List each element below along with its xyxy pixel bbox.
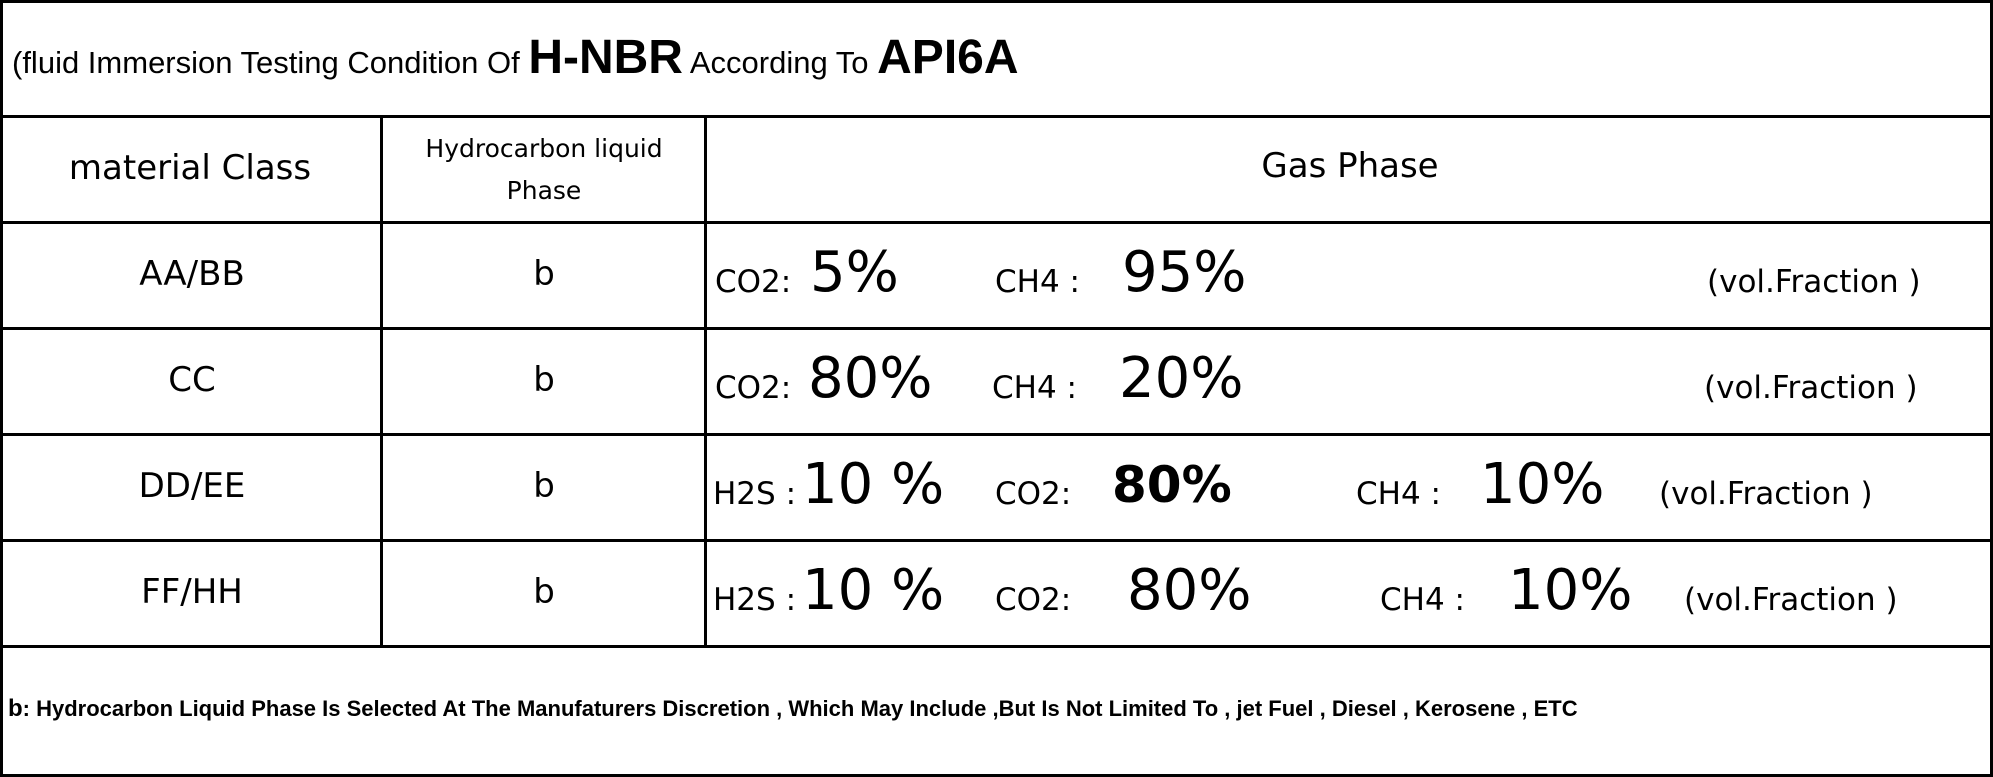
footnote: [8, 695, 1578, 723]
row-divider: [0, 115, 1993, 118]
gas-value: 10 %: [802, 452, 945, 517]
gas-label: CO2:: [995, 476, 1072, 512]
title-material: H-NBR: [528, 31, 683, 84]
gas-value: 10%: [1508, 558, 1633, 623]
unit-label: (vol.Fraction ): [1704, 370, 1918, 406]
unit-label: (vol.Fraction ): [1659, 476, 1873, 512]
unit-label: (vol.Fraction ): [1707, 264, 1921, 300]
title-middle: According To: [682, 45, 878, 80]
footnote-marker: b: [8, 695, 23, 722]
row-class: AA/BB: [139, 254, 245, 294]
row-liquid: b: [533, 466, 555, 506]
page-title: [12, 30, 1019, 85]
row-divider: [0, 433, 1993, 436]
header-liquid-phase: Hydrocarbon liquid Phase: [425, 134, 663, 205]
gas-value: 10%: [1480, 452, 1605, 517]
gas-label: CH4 :: [995, 264, 1080, 300]
row-liquid: b: [533, 360, 555, 400]
gas-value: 80%: [1127, 558, 1252, 623]
row-liquid: b: [533, 572, 555, 612]
gas-label: CH4 :: [1380, 582, 1465, 618]
row-divider: [0, 539, 1993, 542]
gas-label: H2S :: [713, 476, 797, 512]
title-standard: API6A: [877, 31, 1019, 84]
gas-label: CO2:: [715, 264, 792, 300]
gas-value: 80%: [1112, 456, 1232, 514]
title-prefix: (fluid Immersion Testing Condition Of: [12, 45, 529, 80]
header-gas-phase: Gas Phase: [1261, 146, 1439, 186]
gas-value: 10 %: [802, 558, 945, 623]
column-divider: [380, 115, 383, 648]
row-class: CC: [168, 360, 216, 400]
footnote-text: : Hydrocarbon Liquid Phase Is Selected At The Manufaturers Discretion , Which May Include ,But Is Not Limited To , jet Fuel , Diesel , Kerosene , ETC: [22, 696, 1578, 721]
column-divider: [704, 115, 707, 648]
gas-label: CH4 :: [992, 370, 1077, 406]
row-divider: [0, 645, 1993, 648]
gas-value: 20%: [1119, 346, 1244, 411]
row-class: DD/EE: [138, 466, 246, 506]
gas-value: 5%: [810, 240, 899, 305]
gas-label: CO2:: [715, 370, 792, 406]
row-divider: [0, 221, 1993, 224]
header-material-class: material Class: [68, 148, 312, 188]
gas-value: 80%: [808, 346, 933, 411]
gas-label: H2S :: [713, 582, 797, 618]
gas-label: CH4 :: [1356, 476, 1441, 512]
row-liquid: b: [533, 254, 555, 294]
unit-label: (vol.Fraction ): [1684, 582, 1898, 618]
row-divider: [0, 327, 1993, 330]
gas-label: CO2:: [995, 582, 1072, 618]
gas-value: 95%: [1122, 240, 1247, 305]
row-class: FF/HH: [141, 572, 243, 612]
